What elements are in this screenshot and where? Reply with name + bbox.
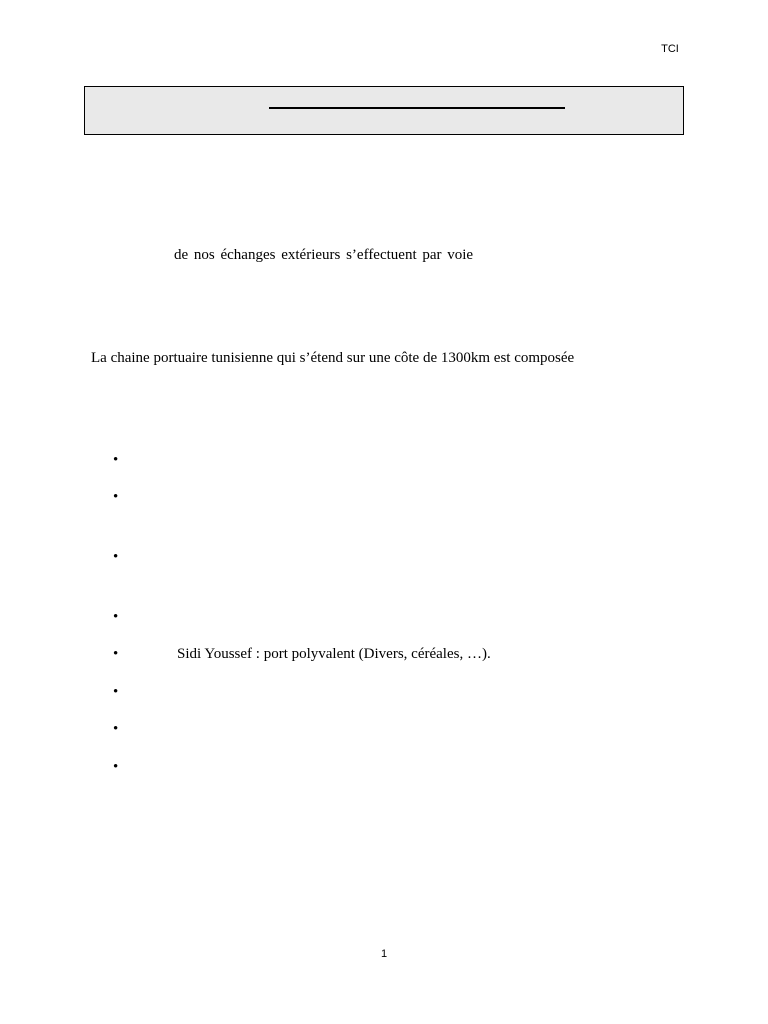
- list-item: [113, 646, 491, 666]
- bullet-icon: •: [113, 609, 119, 625]
- bullet-icon: •: [113, 684, 119, 700]
- bullet-icon: •: [113, 489, 119, 505]
- list-item: [113, 759, 125, 779]
- bullet-icon: •: [113, 452, 119, 468]
- page-number: 1: [380, 948, 388, 960]
- list-item: [113, 721, 125, 741]
- list-item: [113, 452, 125, 472]
- title-underline: [269, 107, 565, 109]
- list-item: [113, 489, 125, 509]
- body-line-1: de nos échanges extérieurs s’effectuent par voie: [174, 247, 474, 263]
- bullet-icon: •: [113, 646, 119, 662]
- list-item-text: Sidi Youssef : port polyvalent (Divers, céréales, …).: [177, 646, 491, 662]
- bullet-icon: •: [113, 721, 119, 737]
- title-box: [84, 86, 684, 135]
- header-tag: TCI: [661, 43, 679, 55]
- bullet-icon: •: [113, 549, 119, 565]
- list-item: [113, 549, 125, 569]
- bullet-icon: •: [113, 759, 119, 775]
- body-line-2: La chaine portuaire tunisienne qui s’étend sur une côte de 1300km est composée: [91, 350, 575, 366]
- list-item: [113, 684, 125, 704]
- list-item: [113, 609, 125, 629]
